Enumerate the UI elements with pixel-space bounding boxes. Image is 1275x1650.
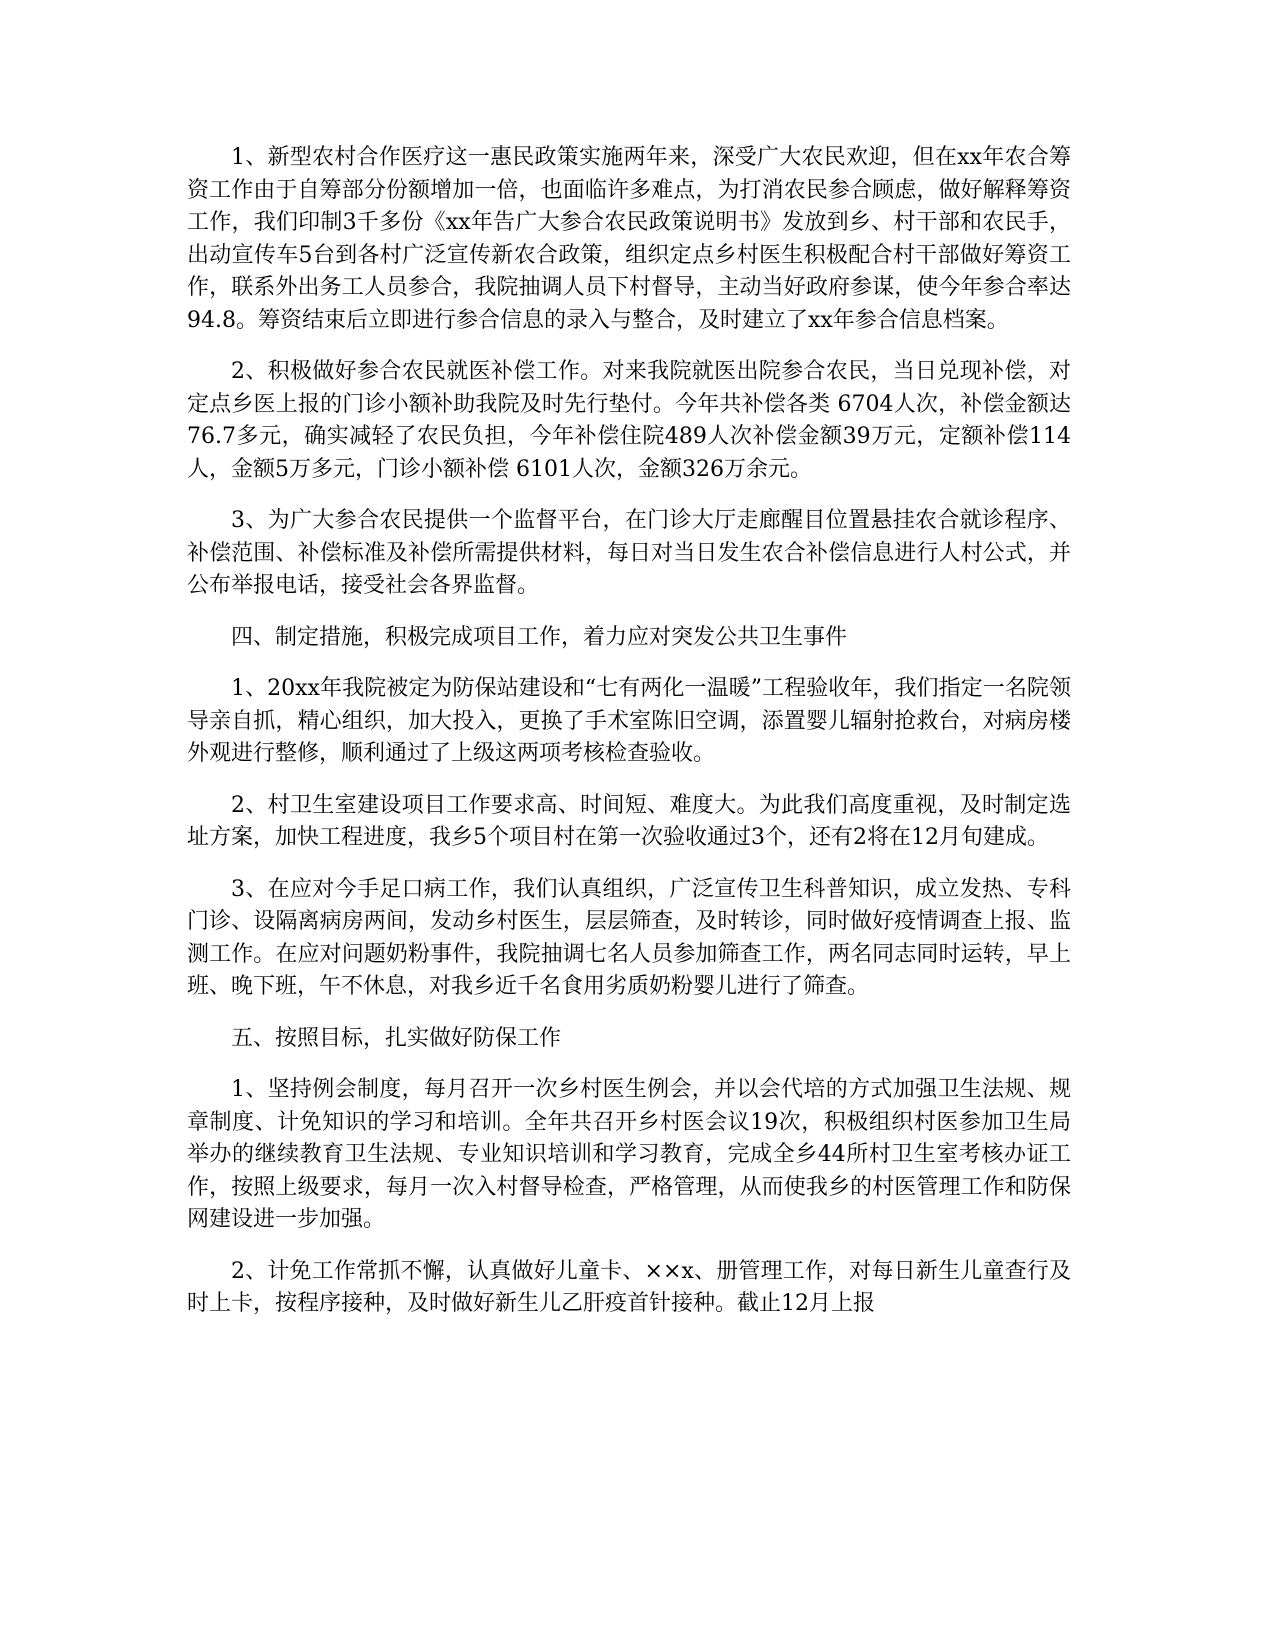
paragraph-compensation: 2、积极做好参合农民就医补偿工作。对来我院就医出院参合农民，当日兑现补偿，对定点乡医上报的门诊小额补助我院及时先行垫付。今年共补偿各类 6704人次，补偿金额达76.7多元，确实减轻了农民负担，今年补偿住院489人次补偿金额39万元，定额补偿114人，金额5万多元，门诊小额补偿 6101人次，金额326万余元。 <box>187 359 1071 482</box>
document-body <box>187 142 1071 1340</box>
paragraph-project-acceptance: 1、20xx年我院被定为防保站建设和“七有两化一温暖”工程验收年，我们指定一名院领导亲自抓，精心组织，加大投入，更换了手术室陈旧空调，添置婴儿辐射抢救台，对病房楼外观进行整修，顺利通过了上级这两项考核检查验收。 <box>187 676 1071 766</box>
paragraph-ncms-fundraising: 1、新型农村合作医疗这一惠民政策实施两年来，深受广大农民欢迎，但在xx年农合筹资工作由于自筹部分份额增加一倍，也面临许多难点，为打消农民参合顾虑，做好解释筹资工作，我们印制3千多份《xx年告广大参合农民政策说明书》发放到乡、村干部和农民手，出动宣传车5台到各村广泛宣传新农合政策，组织定点乡村医生积极配合村干部做好筹资工作，联系外出务工人员参合，我院抽调人员下村督导，主动当好政府参谋，使今年参合率达94.8。筹资结束后立即进行参合信息的录入与整合，及时建立了xx年参合信息档案。 <box>187 145 1072 333</box>
paragraph-hfmd-response: 3、在应对今手足口病工作，我们认真组织，广泛宣传卫生科普知识，成立发热、专科门诊、设隔离病房两间，发动乡村医生，层层筛查，及时转诊，同时做好疫情调查上报、监测工作。在应对问题奶粉事件，我院抽调七名人员参加筛查工作，两名同志同时运转，早上班、晚下班，午不休息，对我乡近千名食用劣质奶粉婴儿进行了筛查。 <box>187 876 1071 999</box>
paragraph-immunization: 2、计免工作常抓不懈，认真做好儿童卡、××x、册管理工作，对每日新生儿童查行及时上卡，按程序接种，及时做好新生儿乙肝疫首针接种。截止12月上报 <box>187 1258 1071 1316</box>
paragraph-supervision-platform: 3、为广大参合农民提供一个监督平台，在门诊大厅走廊醒目位置悬挂农合就诊程序、补偿范围、补偿标准及补偿所需提供材料，每日对当日发生农合补偿信息进行人村公式，并公布举报电话，接受社会各界监督。 <box>187 508 1071 598</box>
section-heading-five: 五、按照目标，扎实做好防保工作 <box>231 1025 562 1051</box>
paragraph-regular-meetings: 1、坚持例会制度，每月召开一次乡村医生例会，并以会代培的方式加强卫生法规、规章制度、计免知识的学习和培训。全年共召开乡村医会议19次，积极组织村医参加卫生局举办的继续教育卫生法规、专业知识培训和学习教育，完成全乡44所村卫生室考核办证工作，按照上级要求，每月一次入村督导检查，严格管理，从而使我乡的村医管理工作和防保网建设进一步加强。 <box>187 1077 1071 1232</box>
section-heading-four: 四、制定措施，积极完成项目工作，着力应对突发公共卫生事件 <box>231 624 848 650</box>
paragraph-village-clinic: 2、村卫生室建设项目工作要求高、时间短、难度大。为此我们高度重视，及时制定选址方案，加快工程进度，我乡5个项目村在第一次验收通过3个，还有2将在12月旬建成。 <box>187 792 1071 850</box>
